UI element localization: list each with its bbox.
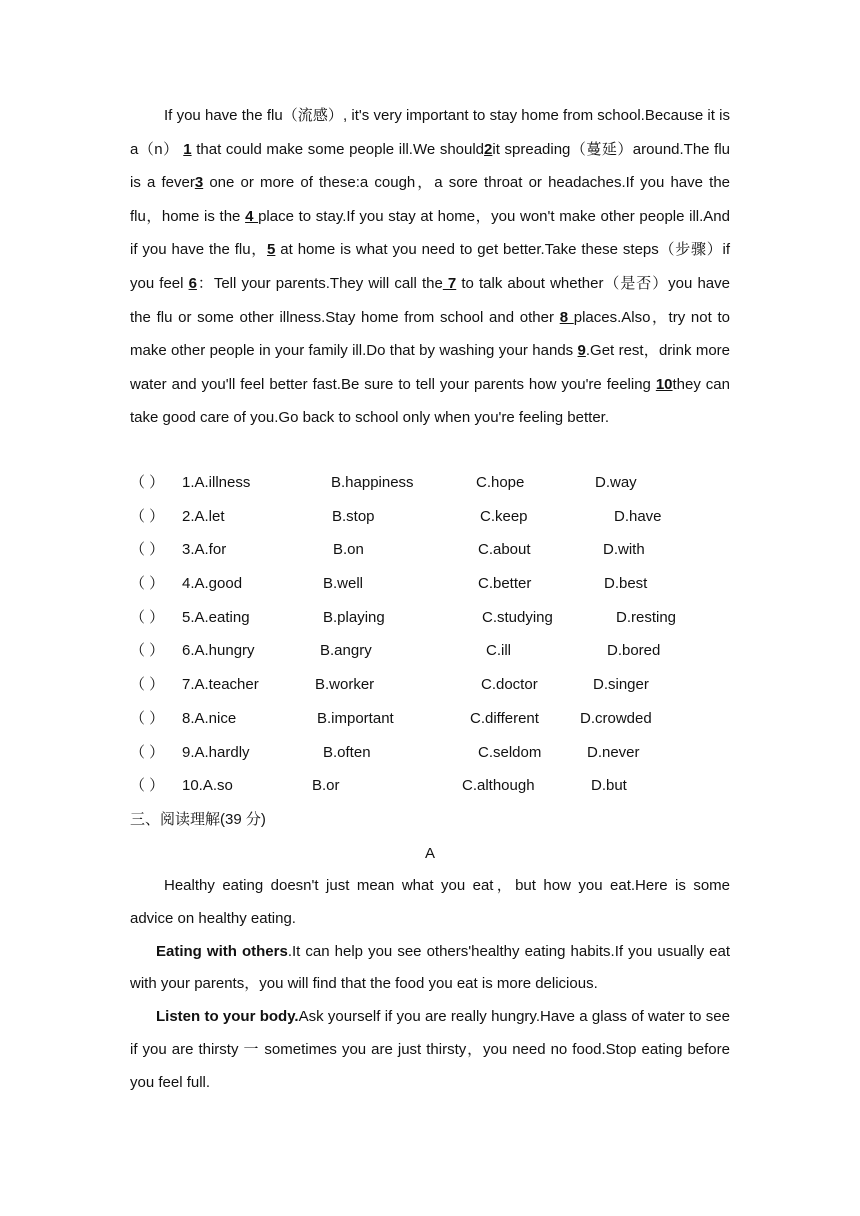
blank-number: 6 [188,274,197,292]
option-c: C.different [470,709,539,727]
reading-passage [130,870,730,1100]
option-a: 6.A.hungry [182,642,255,660]
option-b: B.angry [320,642,372,660]
passage-text: If you have the flu（流感）, it's very important to stay home from school.Because it is a（n） [130,107,730,158]
option-b: B.important [317,709,394,727]
option-d: D.crowded [580,709,652,727]
question-row [130,601,730,635]
option-a: 4.A.good [182,575,243,593]
option-c: C.studying [482,608,553,626]
reading-paragraph [130,870,730,936]
option-b: B.playing [323,608,385,626]
question-row [130,736,730,770]
reading-paragraph [130,936,730,1002]
passage-text: to talk about whether（是否）you have the flu or some other illness.Stay home from school and other [130,274,730,326]
passage-text: .Get rest，drink more water and you'll feel better fast.Be sure to tell your parents how you're feeling [130,342,731,393]
blank-number: 5 [267,241,276,259]
passage-label: A [424,845,435,862]
passage-text: that could make some people ill.We should [191,140,485,158]
reading-paragraph [130,1001,730,1099]
passage-text: at home is what you need to get better.Take these steps（步骤）if you feel [130,241,730,292]
blank-number: 9 [577,342,586,360]
passage-text: place to stay.If you stay at home，you won't make other people ill.And if you have the flu， [130,207,730,259]
passage-text: one or more of these:a cough，a sore throat or headaches.If you have the flu，home is the [130,174,730,225]
question-row [130,466,730,500]
option-b: B.or [312,777,340,795]
option-b: B.well [323,575,364,593]
cloze-passage [130,99,730,435]
option-b: B.happiness [331,474,414,491]
answer-bracket[interactable]: （ ） [130,507,165,525]
question-row [130,533,730,567]
question-row [130,634,730,668]
section-title: 三、阅读理解(39 分) [130,811,266,828]
answer-bracket[interactable]: （ ） [130,743,165,761]
question-row [130,702,730,736]
option-d: D.bored [607,642,661,660]
option-c: C.ill [486,642,511,660]
option-b: B.often [323,743,371,761]
tip-heading: Listen to your body. [156,1008,299,1026]
option-c: C.hope [476,474,525,491]
answer-bracket[interactable]: （ ） [130,777,165,795]
option-c: C.although [462,777,535,795]
answer-bracket[interactable]: （ ） [130,676,165,694]
question-row [130,567,730,601]
option-c: C.seldom [478,743,542,761]
option-d: D.way [595,474,637,491]
answer-bracket[interactable]: （ ） [130,474,165,491]
blank-number: 1 [183,140,192,158]
option-b: B.stop [332,507,375,525]
option-d: D.have [614,507,662,525]
option-b: B.worker [315,676,375,694]
passage-text: they can take good care of you.Go back to school only when you're feeling better. [130,375,730,427]
answer-bracket[interactable]: （ ） [130,642,165,660]
option-a: 2.A.let [182,507,225,525]
blank-number: 2 [484,140,493,158]
option-d: D.never [587,743,640,761]
blank-number: 8 [559,308,574,326]
option-b: B.on [333,541,364,559]
blank-number: 4 [245,207,259,225]
option-c: C.doctor [481,676,538,694]
option-a: 7.A.teacher [182,676,259,694]
question-row [130,769,730,803]
option-a: 3.A.for [182,541,227,559]
option-c: C.better [478,575,532,593]
passage-text: it spreading（蔓延）around.The flu is a fever [130,140,731,192]
passage-text: ：Tell your parents.They will call the [196,274,443,292]
answer-bracket[interactable]: （ ） [130,608,165,626]
answer-bracket[interactable]: （ ） [130,541,165,559]
option-d: D.but [591,777,627,795]
passage-text: places.Also，try not to make other people in your family ill.Do that by washing your hands [130,308,730,360]
option-a: 1.A.illness [182,474,251,491]
blank-number: 10 [655,375,673,393]
answer-bracket[interactable]: （ ） [130,575,165,593]
option-d: D.singer [593,676,649,694]
option-d: D.best [604,575,648,593]
blank-number: 3 [194,174,204,192]
tip-heading: Eating with others [156,942,288,960]
answer-bracket[interactable]: （ ） [130,709,165,727]
answer-options-list [130,466,730,803]
option-a: 9.A.hardly [182,743,250,761]
question-row [130,500,730,534]
option-a: 5.A.eating [182,608,250,626]
option-c: C.about [478,541,531,559]
paragraph-text: Ask yourself if you are really hungry.Have a glass of water to see if you are thirsty 一 sometimes you are just thirsty，you need no food.Stop eating before you feel full. [130,1008,730,1091]
option-c: C.keep [480,507,528,525]
paragraph-text: Healthy eating doesn't just mean what you eat，but how you eat.Here is some advice on healthy eating. [130,877,730,927]
blank-number: 7 [442,274,457,292]
paragraph-text: .It can help you see others'healthy eating habits.If you usually eat with your parents，you will find that the food you eat is more delicious. [130,942,730,993]
question-row [130,668,730,702]
option-a: 10.A.so [182,777,233,795]
option-a: 8.A.nice [182,709,237,727]
option-d: D.resting [616,608,677,626]
option-d: D.with [603,541,645,559]
